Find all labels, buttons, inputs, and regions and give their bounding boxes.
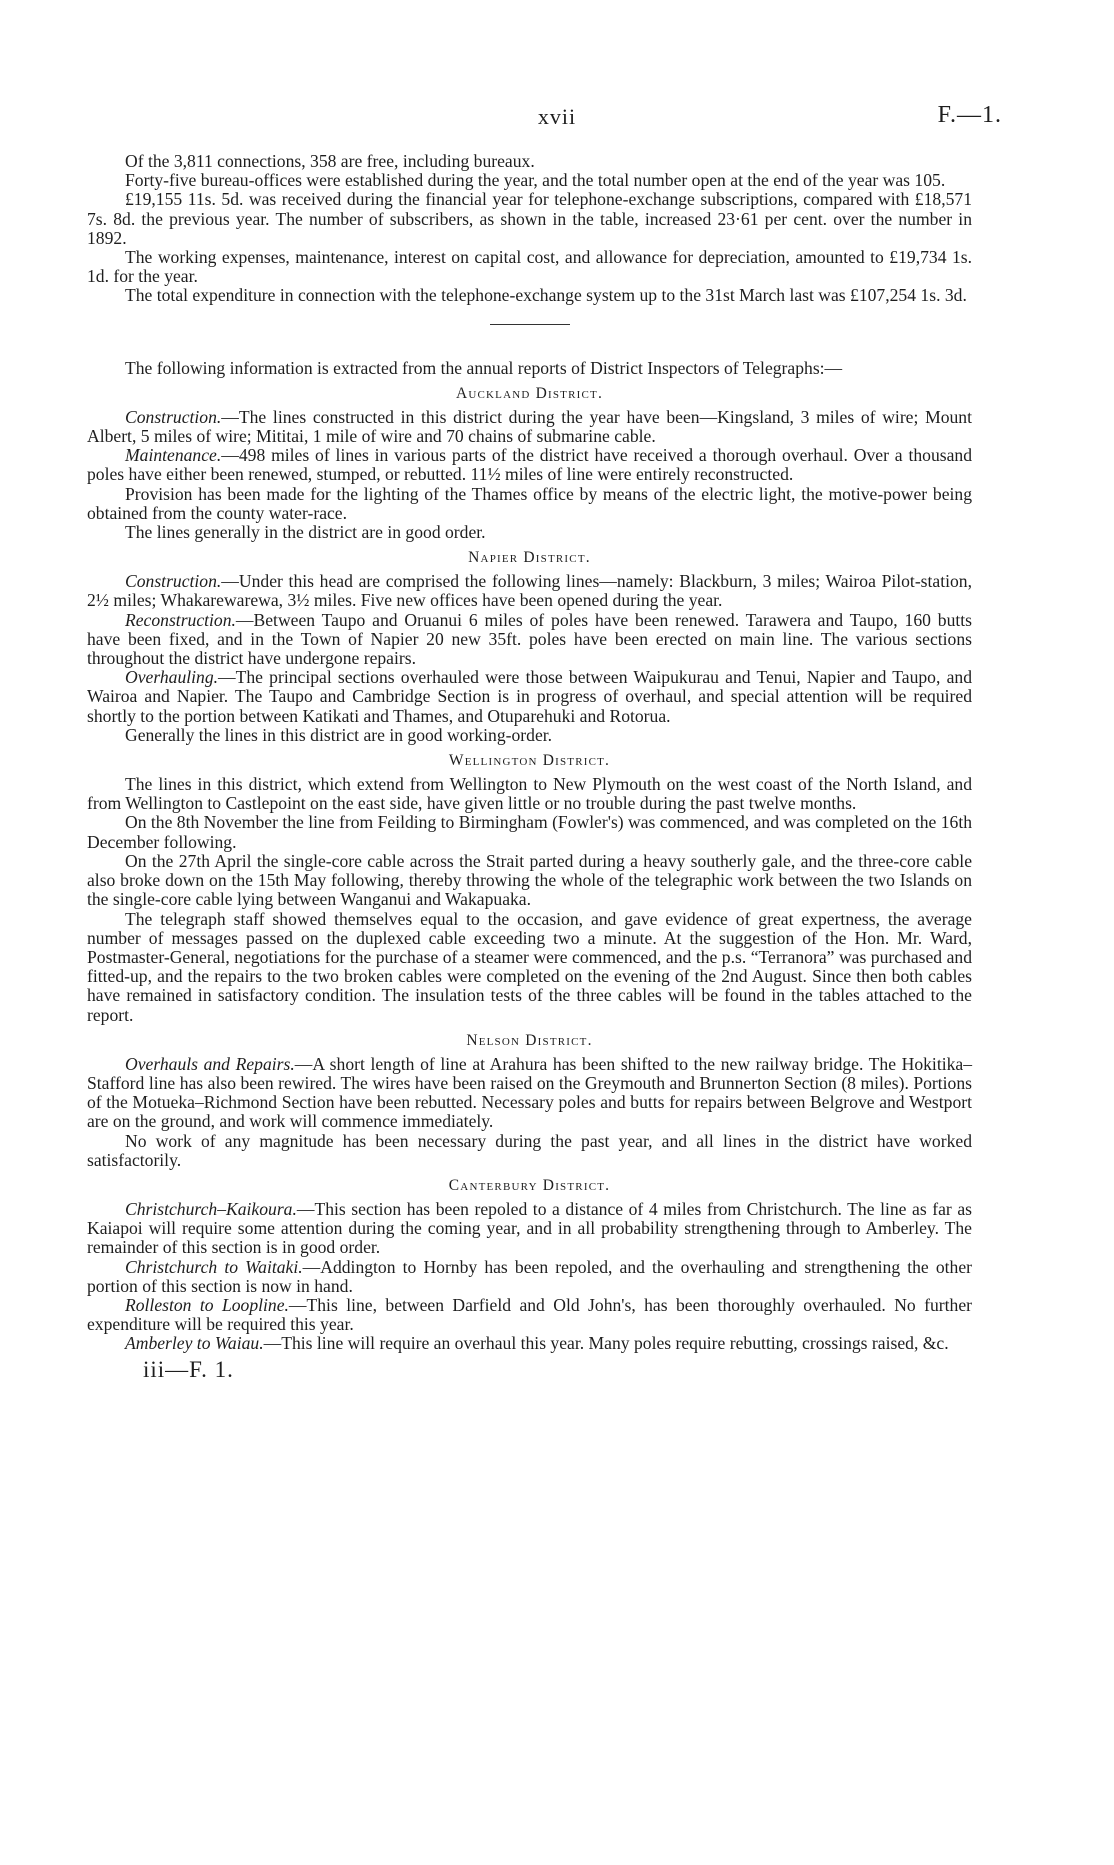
auckland-paragraph: Provision has been made for the lighting of the Thames office by means of the electric light, the motive-power being obtained from the county water-race. xyxy=(87,483,972,523)
napier-reconstruction xyxy=(87,611,972,669)
canterbury-rolleston-loopline xyxy=(87,1296,972,1334)
intro-paragraph: £19,155 11s. 5d. was received during the financial year for telephone-exchange subscriptions, compared with £18,571 7s. 8d. the previous year. The number of subscribers, as shown in the table, increased 23·61 per cent. over the number in 1892. xyxy=(87,189,972,248)
paragraph-label: Reconstruction. xyxy=(125,609,236,630)
document-body xyxy=(87,151,973,1382)
intro-paragraph: The total expenditure in connection with the telephone-exchange system up to the 31st March last was £107,254 1s. 3d. xyxy=(125,285,967,306)
canterbury-amberley-waiau xyxy=(87,1334,972,1353)
paragraph-label: Christchurch to Waitaki. xyxy=(125,1256,303,1277)
auckland-heading: Auckland District. xyxy=(455,384,604,402)
paragraph-text: —The principal sections overhauled were those between Waipukurau and Tenui, Napier and Taupo, and Wairoa and Napier. The Taupo and Cambridge Section is in progress of overhaul, and special attention will be required shortly to the portion between Katikati and Thames, and Otuparehuki and Rotorua. xyxy=(87,667,972,726)
section-divider xyxy=(490,324,570,325)
canterbury-christchurch-kaikoura xyxy=(87,1200,972,1258)
document-reference: F.—1. xyxy=(937,102,1002,128)
auckland-paragraph: The lines generally in the district are in good order. xyxy=(125,522,486,543)
paragraph-label: Construction. xyxy=(125,571,222,592)
wellington-paragraph: On the 8th November the line from Feilding to Birmingham (Fowler's) was commenced, and was completed on the 16th December following. xyxy=(87,812,972,852)
paragraph-label: Overhauling. xyxy=(125,667,219,688)
paragraph-label: Amberley to Waiau. xyxy=(125,1333,264,1354)
wellington-heading: Wellington District. xyxy=(448,752,611,770)
page-number: xvii xyxy=(537,104,577,129)
wellington-paragraph: On the 27th April the single-core cable across the Strait parted during a heavy southerly gale, and the three-core cable also broke down on the 15th May following, thereby throwing the whole of the telegraphic work between the two Islands on the single-core cable lying between Wanganui and Wakapuaka. xyxy=(87,850,972,910)
paragraph-text: —Between Taupo and Oruanui 6 miles of poles have been renewed. Tarawera and Taupo, 160 butts have been fixed, and in the Town of Napier 20 new 35ft. poles have been erected on main line. The various sections throughout the district have undergone repairs. xyxy=(87,609,972,669)
paragraph-label: Maintenance. xyxy=(125,445,222,466)
nelson-paragraph: No work of any magnitude has been necessary during the past year, and all lines in the district have worked satisfactorily. xyxy=(87,1130,972,1170)
nelson-heading: Nelson District. xyxy=(466,1031,593,1049)
paragraph-label: Christchurch–Kaikoura. xyxy=(125,1198,297,1219)
canterbury-heading: Canterbury District. xyxy=(448,1176,611,1194)
napier-overhauling xyxy=(87,668,972,726)
paragraph-text: —A short length of line at Arahura has been shifted to the new railway bridge. The Hokitika–Stafford line has also been rewired. The wires have been raised on the Greymouth and Brunnerton Section (8 miles). Portions of the Motueka–Richmond Section have been rebutted. Necessary poles and butts for repairs between Belgrove and Westport are on the ground, and work will commence immediately. xyxy=(87,1053,972,1132)
paragraph-text: —This line will require an overhaul this year. Many poles require rebutting, crossings raised, &c. xyxy=(263,1333,949,1354)
auckland-maintenance xyxy=(87,446,972,484)
paragraph-text: —The lines constructed in this district during the year have been—Kingsland, 3 miles of wire; Mount Albert, 5 miles of wire; Mititai, 1 mile of wire and 70 chains of submarine cable. xyxy=(87,406,972,447)
napier-heading: Napier District. xyxy=(468,549,591,567)
paragraph-text: —498 miles of lines in various parts of the district have received a thorough overhaul. Over a thousand poles have either been renewed, stumped, or rebutted. 11½ miles of line were entirely reconstructed. xyxy=(87,445,972,485)
napier-construction xyxy=(87,572,972,610)
wellington-paragraph: The telegraph staff showed themselves equal to the occasion, and gave evidence of great expertness, the average number of messages passed on the duplexed cable exceeding two a minute. At the suggestion of the Hon. Mr. Ward, Postmaster-General, negotiations for the purchase of a steamer were commenced, and the p.s. “Terranora” was purchased and fitted-up, and the repairs to the two broken cables were completed on the evening of the 2nd August. Since then both cables have remained in satisfactory condition. The insulation tests of the three cables will be found in the tables attached to the report. xyxy=(87,908,972,1025)
intro-paragraph: The working expenses, maintenance, interest on capital cost, and allowance for depreciation, amounted to £19,734 1s. 1d. for the year. xyxy=(87,247,972,287)
paragraph-text: —Addington to Hornby has been repoled, and the overhauling and strengthening the other portion of this section is now in hand. xyxy=(87,1256,973,1296)
intro-paragraph: Of the 3,811 connections, 358 are free, including bureaux. xyxy=(125,151,535,171)
signature-mark: iii—F. 1. xyxy=(143,1356,234,1382)
paragraph-text: —Under this head are comprised the following lines—namely: Blackburn, 3 miles; Wairoa Pilot-station, 2½ miles; Whakarewarewa, 3½ miles. Five new offices have been opened during the year. xyxy=(87,571,972,611)
auckland-construction xyxy=(87,408,972,446)
nelson-overhauls xyxy=(87,1055,972,1132)
paragraph-text: —This section has been repoled to a distance of 4 miles from Christchurch. The line as far as Kaiapoi will require some attention during the coming year, and in all probability strengthening through to Amberley. The remainder of this section is in good order. xyxy=(87,1198,972,1258)
intro-paragraph: Forty-five bureau-offices were established during the year, and the total number open at the end of the year was 105. xyxy=(125,170,946,191)
paragraph-label: Construction. xyxy=(125,406,222,427)
canterbury-christchurch-waitaki xyxy=(87,1258,972,1296)
lead-paragraph: The following information is extracted from the annual reports of District Inspectors of Telegraphs:— xyxy=(125,357,843,378)
paragraph-text: —This line, between Darfield and Old John's, has been thoroughly overhauled. No further expenditure will be required this year. xyxy=(87,1294,972,1335)
wellington-paragraph: The lines in this district, which extend from Wellington to New Plymouth on the west coast of the North Island, and from Wellington to Castlepoint on the east side, have given little or no trouble during the past twelve months. xyxy=(87,774,972,814)
napier-paragraph: Generally the lines in this district are in good working-order. xyxy=(125,724,553,745)
paragraph-label: Rolleston to Loopline. xyxy=(125,1294,289,1315)
paragraph-label: Overhauls and Repairs. xyxy=(125,1053,295,1074)
